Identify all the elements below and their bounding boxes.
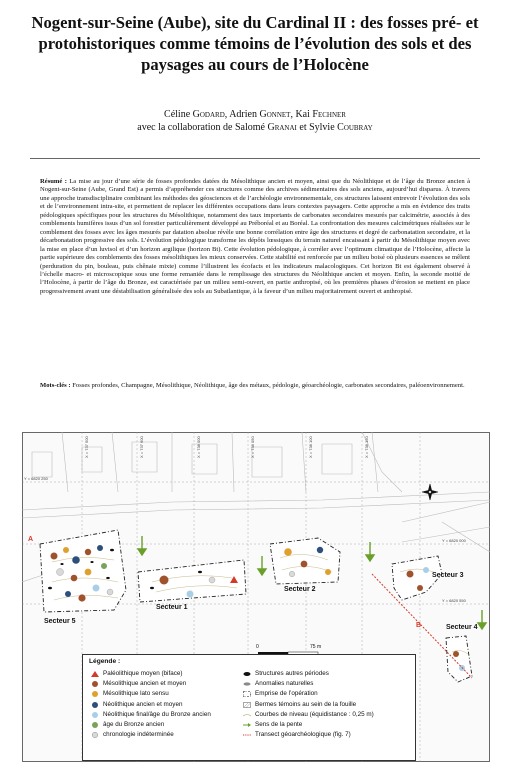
dashdot-box-icon [243, 691, 251, 697]
abstract-text: La mise au jour d’une série de fosses profondes datées du Mésolithique ancien et moyen, ainsi que du Néolithique et de l’âge du Bronze ancien à Nogent-sur-Seine (Aube, Grand Est) a permis d’appréhender ces structures comme des archives sédimentaires des sols anciens, aujourd’hui disparus. À travers une approche transdisciplinaire combinant les méthodes des géosciences et de l’archéologie environnementale, ces structures laissent entrevoir l’évolution des sols et de l’environnement intra-site, et permettent de replacer les différentes occupations dans leurs contextes paysagers. Cette approche a mis en évidence des traits pédologiques spécifiques pour les structures du Mésolithique, notamment des taux importants de carbonates secondaires mesurés par calcimétrie, associés à des comblements humifères issus d’un sol forestier particulièrement développé au Préboréal et au Boréal. La confrontation des mesures calcimétriques réalisées sur le comblement des fosses avec les âges mesurés par datation absolue révèle une bonne corrélation entre âge des structures et degré de carbonatation secondaire, et la décarbonatation progressive des sols. L’évolution pédologique transforme les dépôts lœssiques du terrain naturel encaissant à partir du Mésolithique moyen avec la mise en place d’un luvisol et d’un horizon argilique (horizon Bt). Cette évolution pédologique, à corréler avec l’optimum climatique de l’Holocène, affecte la partie supérieure des comblements des fosses mésolithiques les mieux conservées. Cette stabilité est renforcée par un milieu boisé où plusieurs essences se mêlent (perduration du pin, bouleau, puis chênaie mixte) comme l’illustrent les écofacts et les indicateurs malacologiques. Cet horizon Bt est également observé à l’échelle macro- et microscopique sous une forme remaniée dans le remplissage des structures du Néolithique ancien et moyen. Enfin, la seconde moitié de l’Holocène, à partir de l’âge du Bronze, est caractérisée par un milieu semi-ouvert, en partie anthropisé, où les premières phases d’érosion se mettent en place progressivement avant une déstabilisation généralisée des sols au Subatlantique, à la faveur d’un milieu majoritairement ouvert et anthropisé. [40, 178, 470, 295]
legend-title: Légende : [89, 658, 121, 665]
legend-item: Néolithique final/âge du Bronze ancien [89, 710, 211, 720]
green-arrow-icon [243, 722, 251, 728]
coord-x-1: X = 737 500 [84, 436, 89, 458]
keywords-label: Mots-clés : [40, 382, 71, 389]
authors-line-2: avec la collaboration de Salomé Granai et Sylvie Coubray [137, 122, 373, 133]
legend-item: Paléolithique moyen (biface) [89, 669, 211, 679]
scale-start: 0 [256, 644, 259, 650]
authors [20, 108, 490, 134]
sector-4-label: Secteur 4 [446, 624, 478, 631]
brown-dot-icon [91, 681, 99, 687]
keywords [40, 382, 470, 390]
hatched-box-icon [243, 702, 251, 708]
coord-y-1: Y = 6820 250 [24, 476, 48, 481]
red-dotted-line-icon [243, 732, 251, 738]
legend-item: Bermes témoins au sein de la fouille [241, 700, 374, 710]
green-dot-icon [91, 722, 99, 728]
coord-y-3: Y = 6820 550 [442, 598, 466, 603]
abstract-label: Résumé : [40, 178, 67, 185]
navy-dot-icon [91, 702, 99, 708]
coord-x-5: X = 738 100 [308, 436, 313, 458]
transect-label-b: B [416, 622, 422, 629]
coord-x-3: X = 738 000 [196, 436, 201, 458]
grey-dot-icon [91, 732, 99, 738]
orange-dot-icon [91, 691, 99, 697]
contour-line-icon [243, 712, 251, 718]
sector-1-label: Secteur 1 [156, 604, 188, 611]
legend-item: Emprise de l’opération [241, 689, 374, 699]
legend-item: Courbes de niveau (équidistance : 0,25 m) [241, 710, 374, 720]
authors-line-1: Céline Godard, Adrien Gonnet, Kai Fechner [164, 109, 346, 120]
legend-item: Sens de la pente [241, 720, 374, 730]
legend-periods [89, 669, 211, 740]
sector-5-label: Secteur 5 [44, 618, 76, 625]
article-title: Nogent-sur-Seine (Aube), site du Cardinal II : des fosses pré- et protohistoriques comme témoins de l’évolution des sols et des paysages au cours de l’Holocène [31, 13, 479, 74]
sector-3-label: Secteur 3 [432, 572, 464, 579]
coord-x-4: X = 738 050 [250, 436, 255, 458]
red-triangle-icon [91, 671, 99, 677]
legend-item: Structures autres périodes [241, 669, 374, 679]
map-legend [82, 654, 416, 761]
legend-item: Mésolithique ancien et moyen [89, 679, 211, 689]
coord-x-2: X = 737 600 [139, 436, 144, 458]
coord-y-2: Y = 6820 000 [442, 538, 466, 543]
separator-rule [30, 158, 480, 159]
legend-item: Mésolithique lato sensu [89, 689, 211, 699]
legend-symbols [241, 669, 374, 740]
legend-item: Anomalies naturelles [241, 679, 374, 689]
legend-item: chronologie indéterminée [89, 730, 211, 740]
scale-end: 75 m [310, 644, 322, 650]
legend-item: âge du Bronze ancien [89, 720, 211, 730]
coord-x-6: X = 738 150 [364, 436, 369, 458]
grey-ellipse-icon [243, 681, 251, 687]
legend-item: Néolithique ancien et moyen [89, 700, 211, 710]
sector-2-label: Secteur 2 [284, 586, 316, 593]
black-ellipse-icon [243, 671, 251, 677]
keywords-text: Fosses profondes, Champagne, Mésolithique, Néolithique, âge des métaux, pédologie, géoarchéologie, carbonates secondaires, paléoenvironnement. [72, 382, 465, 389]
legend-item: Transect géoarchéologique (fig. 7) [241, 730, 374, 740]
transect-label-a: A [28, 536, 34, 543]
abstract [40, 178, 470, 296]
light-blue-dot-icon [91, 712, 99, 718]
